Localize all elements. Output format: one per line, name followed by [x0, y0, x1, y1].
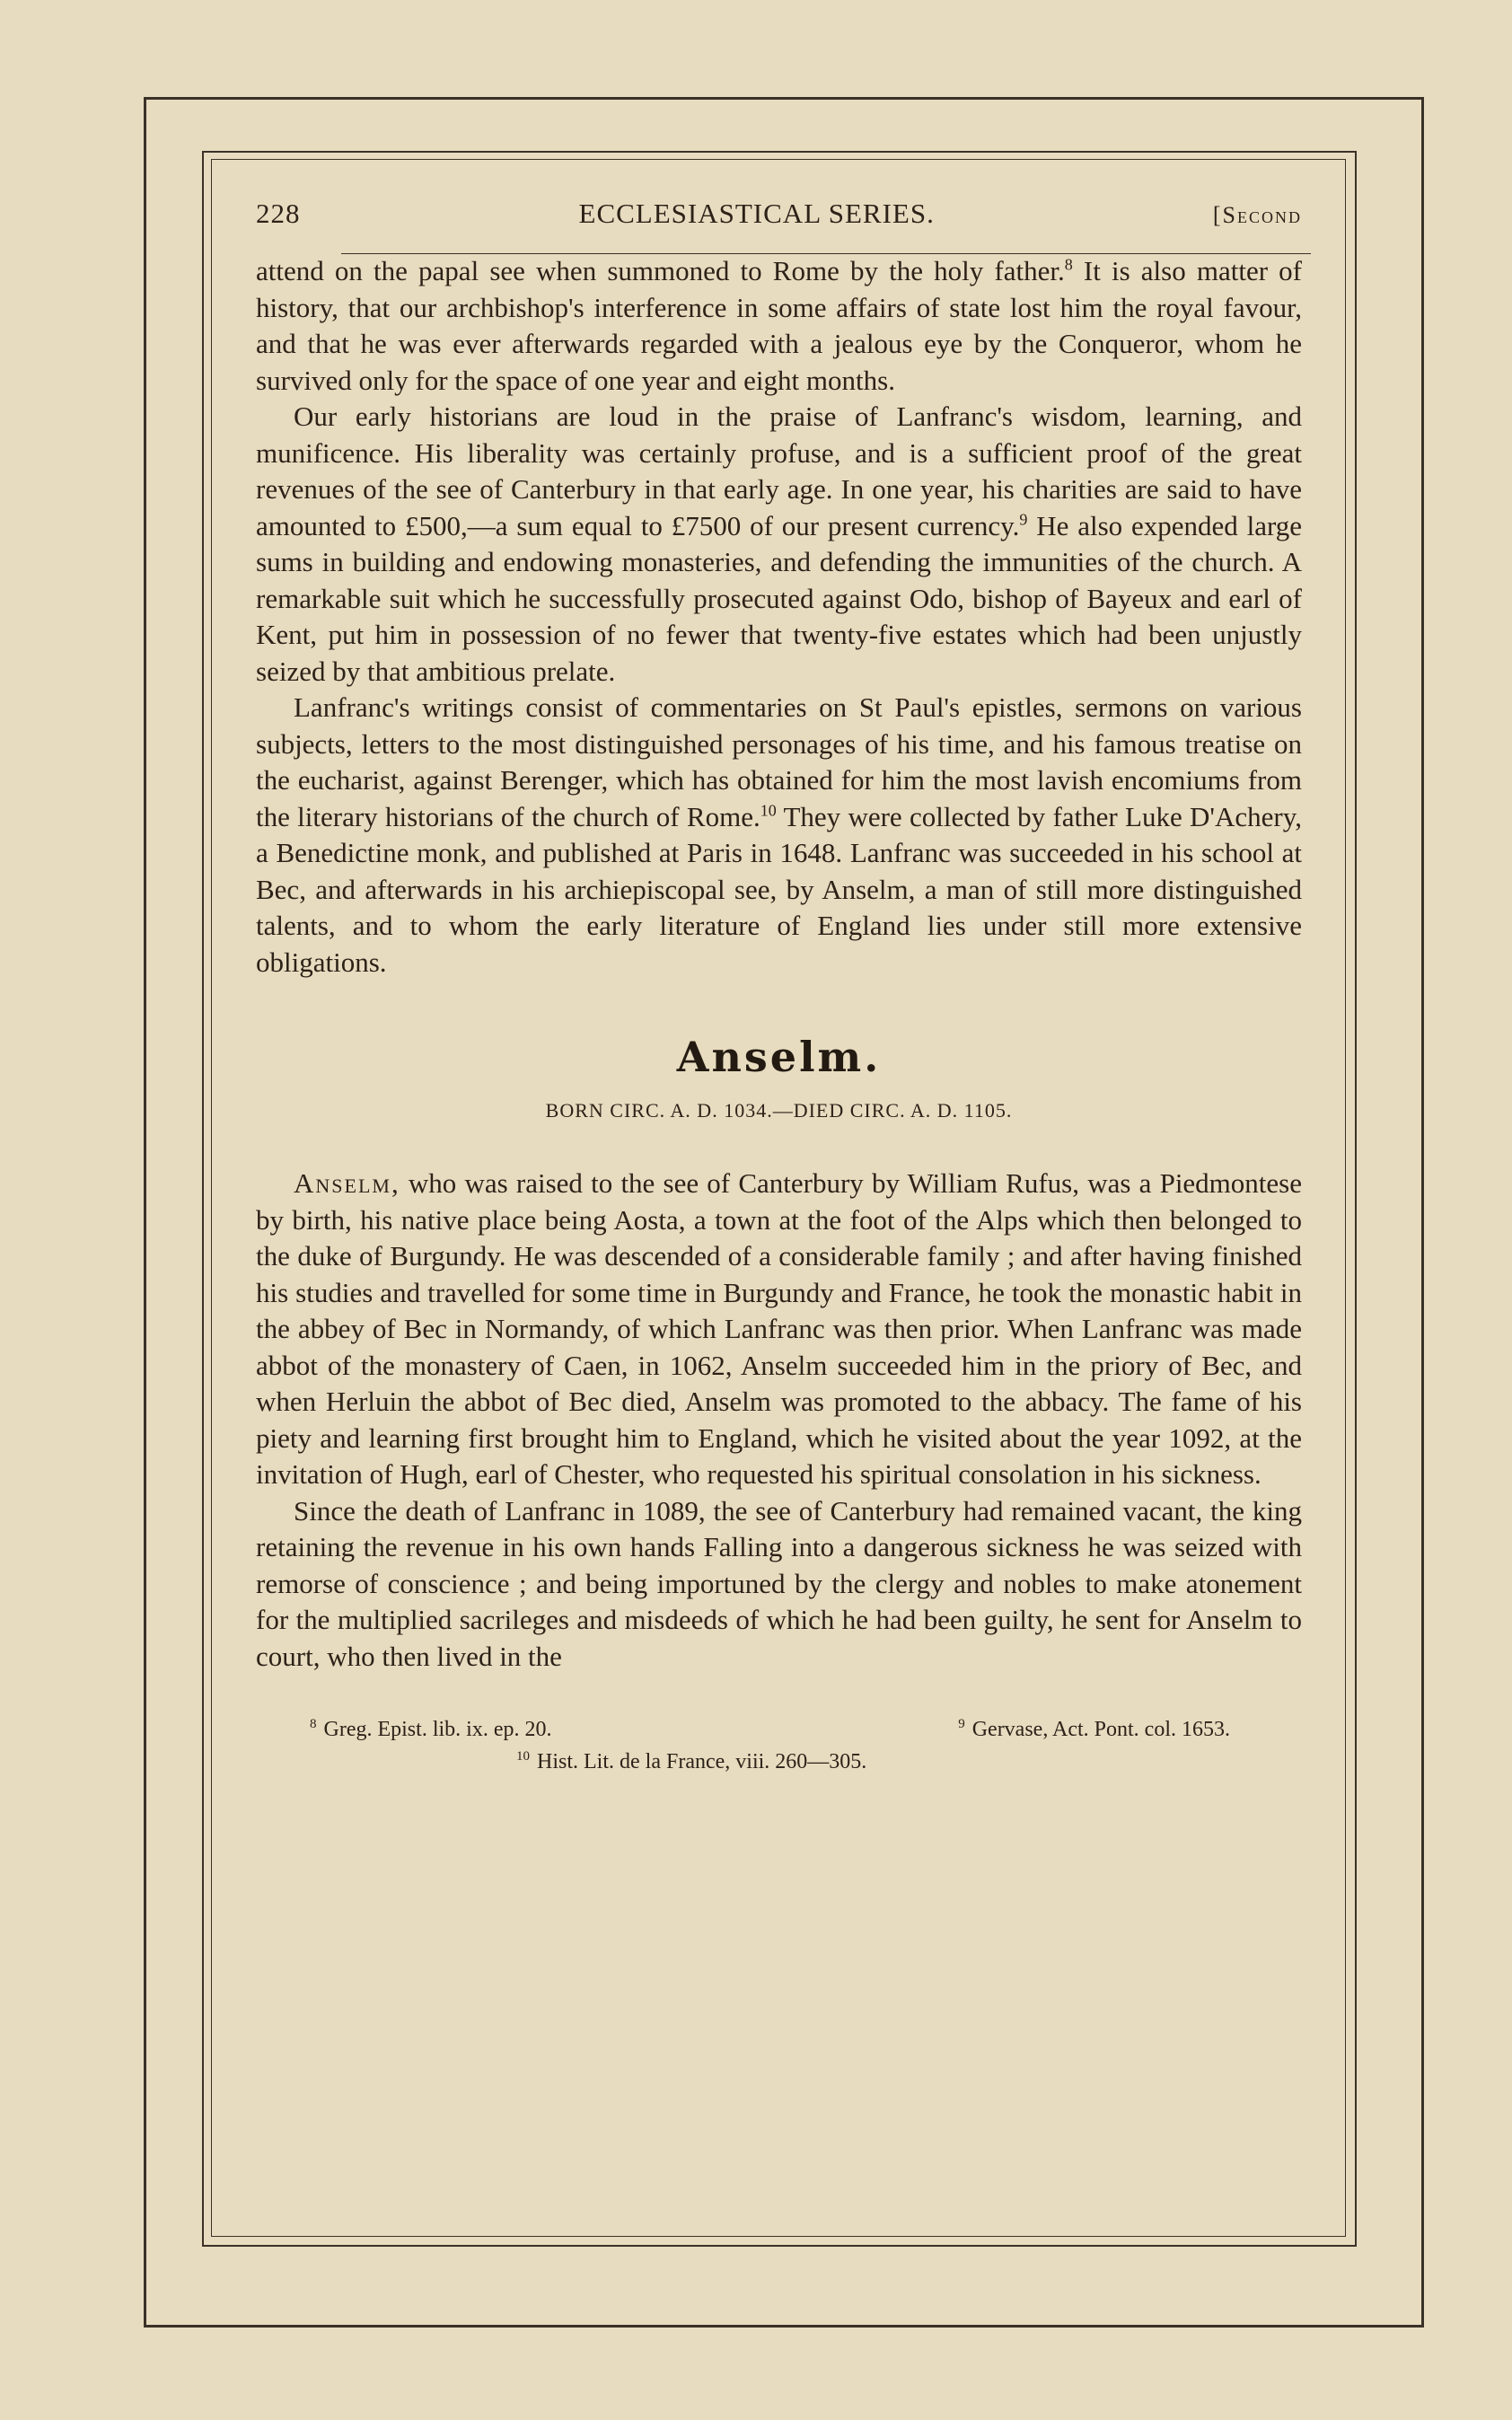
footnote: $^{10}$ Hist. Lit. de la France, viii. 260—305.	[516, 1749, 867, 1773]
paragraph: attend on the papal see when summoned to Rome by the holy father.$^8$ It is also matter of history, that our archbishop's interference in some affairs of state lost him the royal favour, and that he was ever afterwards regarded with a jealous eye by the Conqueror, whom he survived only for the space of one year and eight months.	[256, 255, 1303, 396]
paragraph: Lanfranc's writings consist of commentaries on St Paul's epistles, sermons on various subjects, letters to the most distinguished personages of his time, and his famous treatise on the eucharist, against Berenger, which has obtained for him the most lavish encomiums from the literary historians of the church of Rome.$^{10}$ They were collected by father Luke D'Achery, a Benedictine monk, and published at Paris in 1648. Lanfranc was succeeded in his school at Bec, and afterwards in his archiepiscopal see, by Anselm, a man of still more distinguished talents, and to whom the early literature of England lies under still more extensive obligations.	[256, 691, 1302, 978]
paragraph: Since the death of Lanfranc in 1089, the see of Canterbury had remained vacant, the king retaining the revenue in his own hands Falling into a dangerous sickness he was seized with remorse of conscience ; and being importuned by the clergy and nobles to make atonement for the multiplied sacrileges and misdeeds of which he had been guilty, he sent for Anselm to court, who then lived in the	[256, 1494, 1302, 1672]
lead-word: Anselm,	[294, 1167, 400, 1199]
section-heading: Anselm.	[676, 1033, 882, 1081]
section-label: [Second	[1212, 202, 1302, 228]
footnote-ref: 10	[760, 801, 777, 820]
paragraph: Anselm, who was raised to the see of Canterbury by William Rufus, was a Piedmontese by birth, his native place being Aosta, a town at the foot of the Alps which then belonged to the duke of Burgundy. He was descended of a considerable family ; and after having finished his studies and travelled for some time in Burgundy and France, he took the monastic habit in the abbey of Bec in Normandy, of which Lanfranc was then prior. When Lanfranc was made abbot of the monastery of Caen, in 1062, Anselm succeeded him in the priory of Bec, and when Herluin the abbot of Bec died, Anselm was promoted to the abbacy. The fame of his piety and learning first brought him to England, which he visited about the year 1092, at the invitation of Hugh, earl of Chester, who requested his spiritual consolation in his sickness.	[256, 1167, 1302, 1490]
page-content	[256, 198, 1302, 1775]
footnote: $^8$ Greg. Epist. lib. ix. ep. 20.	[310, 1717, 552, 1741]
footnote-row	[310, 1711, 1302, 1743]
footnote-ref: 8	[1064, 255, 1073, 274]
running-head	[256, 198, 1302, 230]
body-text	[256, 253, 1302, 981]
footnote: $^9$ Gervase, Act. Pont. col. 1653.	[958, 1717, 1230, 1741]
footnote-ref: 9	[1019, 510, 1028, 529]
section-body	[256, 1166, 1302, 1675]
paragraph: Our early historians are loud in the praise of Lanfranc's wisdom, learning, and munificence. His liberality was certainly profuse, and is a sufficient proof of the great revenues of the see of Canterbury in that early age. In one year, his charities are said to have amounted to £500,—a sum equal to £7500 of our present currency.$^9$ He also expended large sums in building and endowing monasteries, and defending the immunities of the church. A remarkable suit which he successfully prosecuted against Odo, bishop of Bayeux and earl of Kent, put him in possession of no fewer that twenty-five estates which had been unjustly seized by that ambitious prelate.	[256, 400, 1302, 687]
footnotes	[256, 1711, 1302, 1775]
series-title: ECCLESIASTICAL SERIES.	[578, 198, 935, 229]
section-dates: BORN CIRC. A. D. 1034.—DIED CIRC. A. D. 1105.	[545, 1099, 1013, 1122]
page-number: 228	[256, 198, 301, 229]
